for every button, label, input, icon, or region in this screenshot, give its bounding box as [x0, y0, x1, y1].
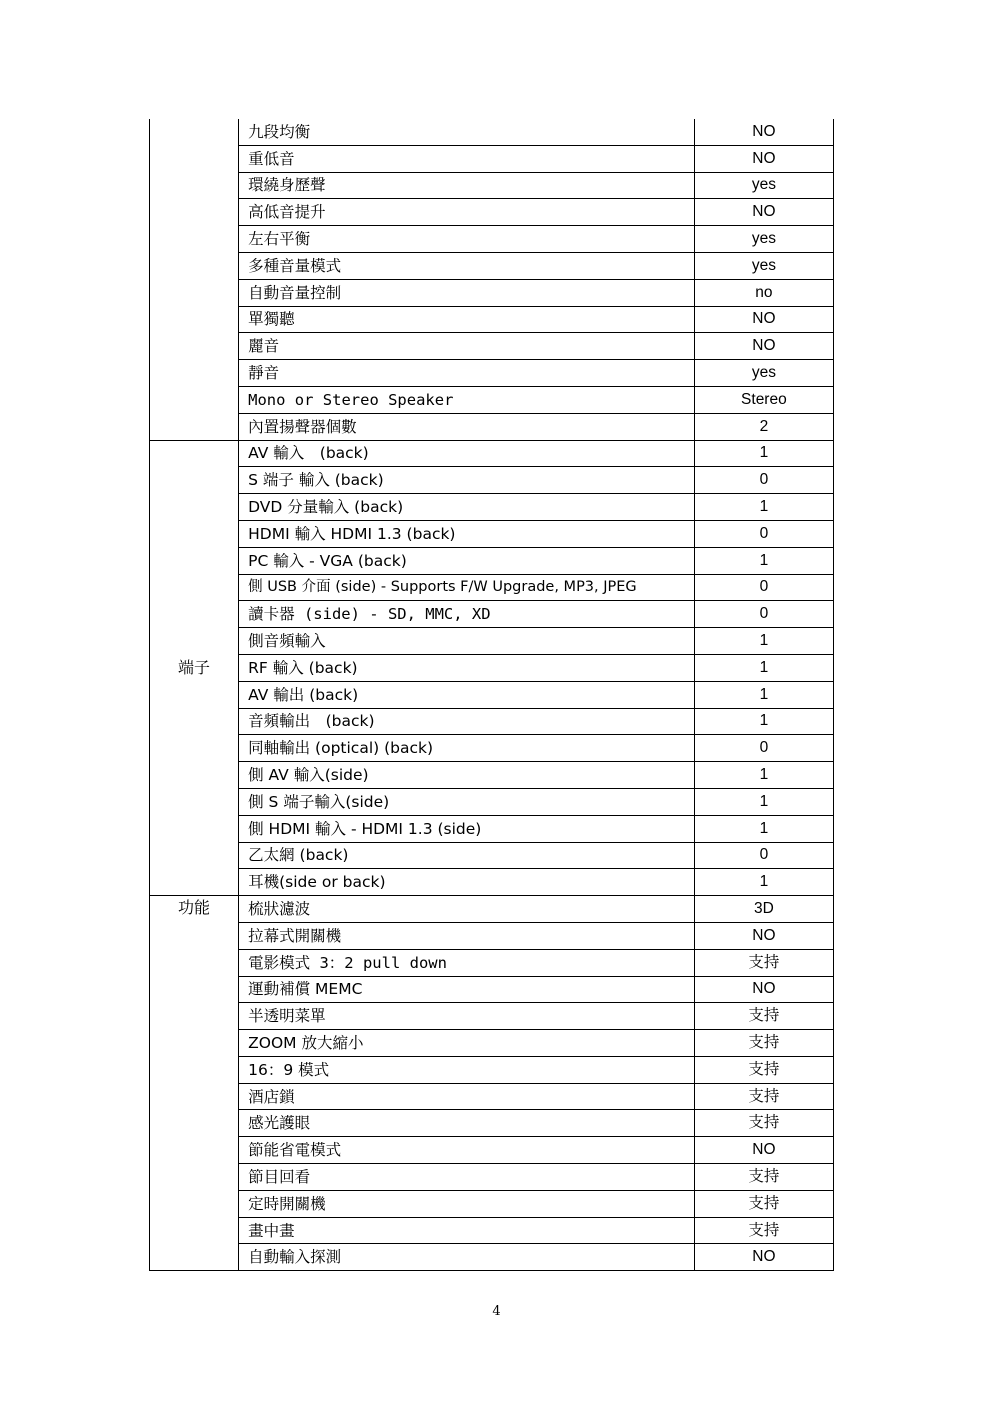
- row-value: 0: [694, 735, 833, 762]
- row-value: NO: [694, 922, 833, 949]
- table-row: [150, 654, 834, 681]
- row-value: 1: [694, 815, 833, 842]
- table-row: [150, 1164, 834, 1191]
- table-row: [150, 413, 834, 440]
- table-row: [150, 360, 834, 387]
- row-value: 1: [694, 547, 833, 574]
- row-label: 電影模式 3：2 pull down: [239, 949, 695, 976]
- row-label: 側音頻輸入: [239, 628, 695, 655]
- table-row: [150, 735, 834, 762]
- row-value: 1: [694, 788, 833, 815]
- spec-table: [149, 119, 834, 1271]
- table-row: [150, 708, 834, 735]
- row-value: 支持: [694, 1003, 833, 1030]
- table-row: [150, 681, 834, 708]
- table-row: [150, 1083, 834, 1110]
- row-label: 側 USB 介面 (side) - Supports F/W Upgrade, MP3, JPEG: [239, 574, 695, 601]
- row-label: 同軸輸出 (optical) (back): [239, 735, 695, 762]
- row-label: 節目回看: [239, 1164, 695, 1191]
- table-row: [150, 762, 834, 789]
- row-value: 支持: [694, 1083, 833, 1110]
- row-label: 自動音量控制: [239, 279, 695, 306]
- table-row: [150, 279, 834, 306]
- row-label: AV 輸入 (back): [239, 440, 695, 467]
- category-cell-terminals: 端子: [150, 440, 239, 896]
- row-value: 支持: [694, 1217, 833, 1244]
- table-row: [150, 252, 834, 279]
- table-row: [150, 226, 834, 253]
- row-value: 0: [694, 842, 833, 869]
- row-label: 運動補償 MEMC: [239, 976, 695, 1003]
- row-label: S 端子 輸入 (back): [239, 467, 695, 494]
- row-value: yes: [694, 172, 833, 199]
- table-row: [150, 1110, 834, 1137]
- row-value: 3D: [694, 896, 833, 923]
- row-label: 側 HDMI 輸入 - HDMI 1.3 (side): [239, 815, 695, 842]
- row-label: 多種音量模式: [239, 252, 695, 279]
- table-row: [150, 1190, 834, 1217]
- table-row: [150, 1003, 834, 1030]
- row-label: 耳機(side or back): [239, 869, 695, 896]
- table-row: [150, 494, 834, 521]
- table-row: [150, 1030, 834, 1057]
- table-row: [150, 842, 834, 869]
- row-value: no: [694, 279, 833, 306]
- table-row: [150, 1137, 834, 1164]
- row-value: 0: [694, 467, 833, 494]
- row-label: 拉幕式開關機: [239, 922, 695, 949]
- table-row: [150, 467, 834, 494]
- row-value: NO: [694, 333, 833, 360]
- row-label: Mono or Stereo Speaker: [239, 386, 695, 413]
- row-value: NO: [694, 199, 833, 226]
- row-value: 支持: [694, 1190, 833, 1217]
- table-row: [150, 119, 834, 145]
- row-label: 畫中畫: [239, 1217, 695, 1244]
- row-label: 音頻輸出 (back): [239, 708, 695, 735]
- table-row: [150, 574, 834, 601]
- row-label: 16：9 模式: [239, 1056, 695, 1083]
- table-row: [150, 896, 834, 923]
- page-number: 4: [492, 1304, 501, 1319]
- table-row: [150, 1244, 834, 1271]
- table-row: [150, 520, 834, 547]
- table-row: [150, 628, 834, 655]
- category-cell-audio: [150, 119, 239, 440]
- table-row: [150, 333, 834, 360]
- row-value: 0: [694, 574, 833, 601]
- row-value: 1: [694, 869, 833, 896]
- row-label: 左右平衡: [239, 226, 695, 253]
- category-cell-functions: 功能: [150, 896, 239, 1271]
- row-value: 支持: [694, 1056, 833, 1083]
- row-value: NO: [694, 1244, 833, 1271]
- row-value: yes: [694, 226, 833, 253]
- row-value: NO: [694, 976, 833, 1003]
- row-value: 1: [694, 494, 833, 521]
- row-value: 0: [694, 601, 833, 628]
- table-row: [150, 547, 834, 574]
- row-label: 酒店鎖: [239, 1083, 695, 1110]
- row-label: HDMI 輸入 HDMI 1.3 (back): [239, 520, 695, 547]
- row-label: 節能省電模式: [239, 1137, 695, 1164]
- row-label: ZOOM 放大縮小: [239, 1030, 695, 1057]
- table-row: [150, 922, 834, 949]
- table-row: [150, 788, 834, 815]
- row-label: PC 輸入 - VGA (back): [239, 547, 695, 574]
- row-label: 側 AV 輸入(side): [239, 762, 695, 789]
- row-label: 麗音: [239, 333, 695, 360]
- row-label: 半透明菜單: [239, 1003, 695, 1030]
- table-row: [150, 869, 834, 896]
- row-value: 1: [694, 440, 833, 467]
- row-value: 1: [694, 628, 833, 655]
- row-label: 重低音: [239, 145, 695, 172]
- table-row: [150, 949, 834, 976]
- row-label: RF 輸入 (back): [239, 654, 695, 681]
- table-row: [150, 815, 834, 842]
- table-row: [150, 1217, 834, 1244]
- row-label: 讀卡器 (side) - SD, MMC, XD: [239, 601, 695, 628]
- table-row: [150, 145, 834, 172]
- row-label: 九段均衡: [239, 119, 695, 145]
- row-value: NO: [694, 306, 833, 333]
- row-value: 2: [694, 413, 833, 440]
- row-value: 支持: [694, 1110, 833, 1137]
- row-label: 高低音提升: [239, 199, 695, 226]
- row-label: 梳狀濾波: [239, 896, 695, 923]
- row-value: 支持: [694, 1030, 833, 1057]
- row-value: Stereo: [694, 386, 833, 413]
- row-label: 感光護眼: [239, 1110, 695, 1137]
- table-row: [150, 440, 834, 467]
- row-label: 內置揚聲器個數: [239, 413, 695, 440]
- table-row: [150, 386, 834, 413]
- row-value: yes: [694, 252, 833, 279]
- table-row: [150, 172, 834, 199]
- row-value: 1: [694, 708, 833, 735]
- row-label: 乙太網 (back): [239, 842, 695, 869]
- row-value: yes: [694, 360, 833, 387]
- row-label: AV 輸出 (back): [239, 681, 695, 708]
- row-value: 0: [694, 520, 833, 547]
- table-row: [150, 306, 834, 333]
- row-label: 靜音: [239, 360, 695, 387]
- row-label: DVD 分量輸入 (back): [239, 494, 695, 521]
- row-label: 定時開關機: [239, 1190, 695, 1217]
- row-value: 支持: [694, 1164, 833, 1191]
- row-value: 1: [694, 681, 833, 708]
- row-label: 單獨聽: [239, 306, 695, 333]
- row-value: NO: [694, 1137, 833, 1164]
- row-value: 支持: [694, 949, 833, 976]
- row-label: 自動輸入探測: [239, 1244, 695, 1271]
- table-row: [150, 601, 834, 628]
- row-value: 1: [694, 654, 833, 681]
- row-label: 側 S 端子輸入(side): [239, 788, 695, 815]
- row-value: NO: [694, 119, 833, 145]
- row-value: 1: [694, 762, 833, 789]
- table-row: [150, 1056, 834, 1083]
- table-row: [150, 199, 834, 226]
- table-row: [150, 976, 834, 1003]
- row-label: 環繞身歷聲: [239, 172, 695, 199]
- row-value: NO: [694, 145, 833, 172]
